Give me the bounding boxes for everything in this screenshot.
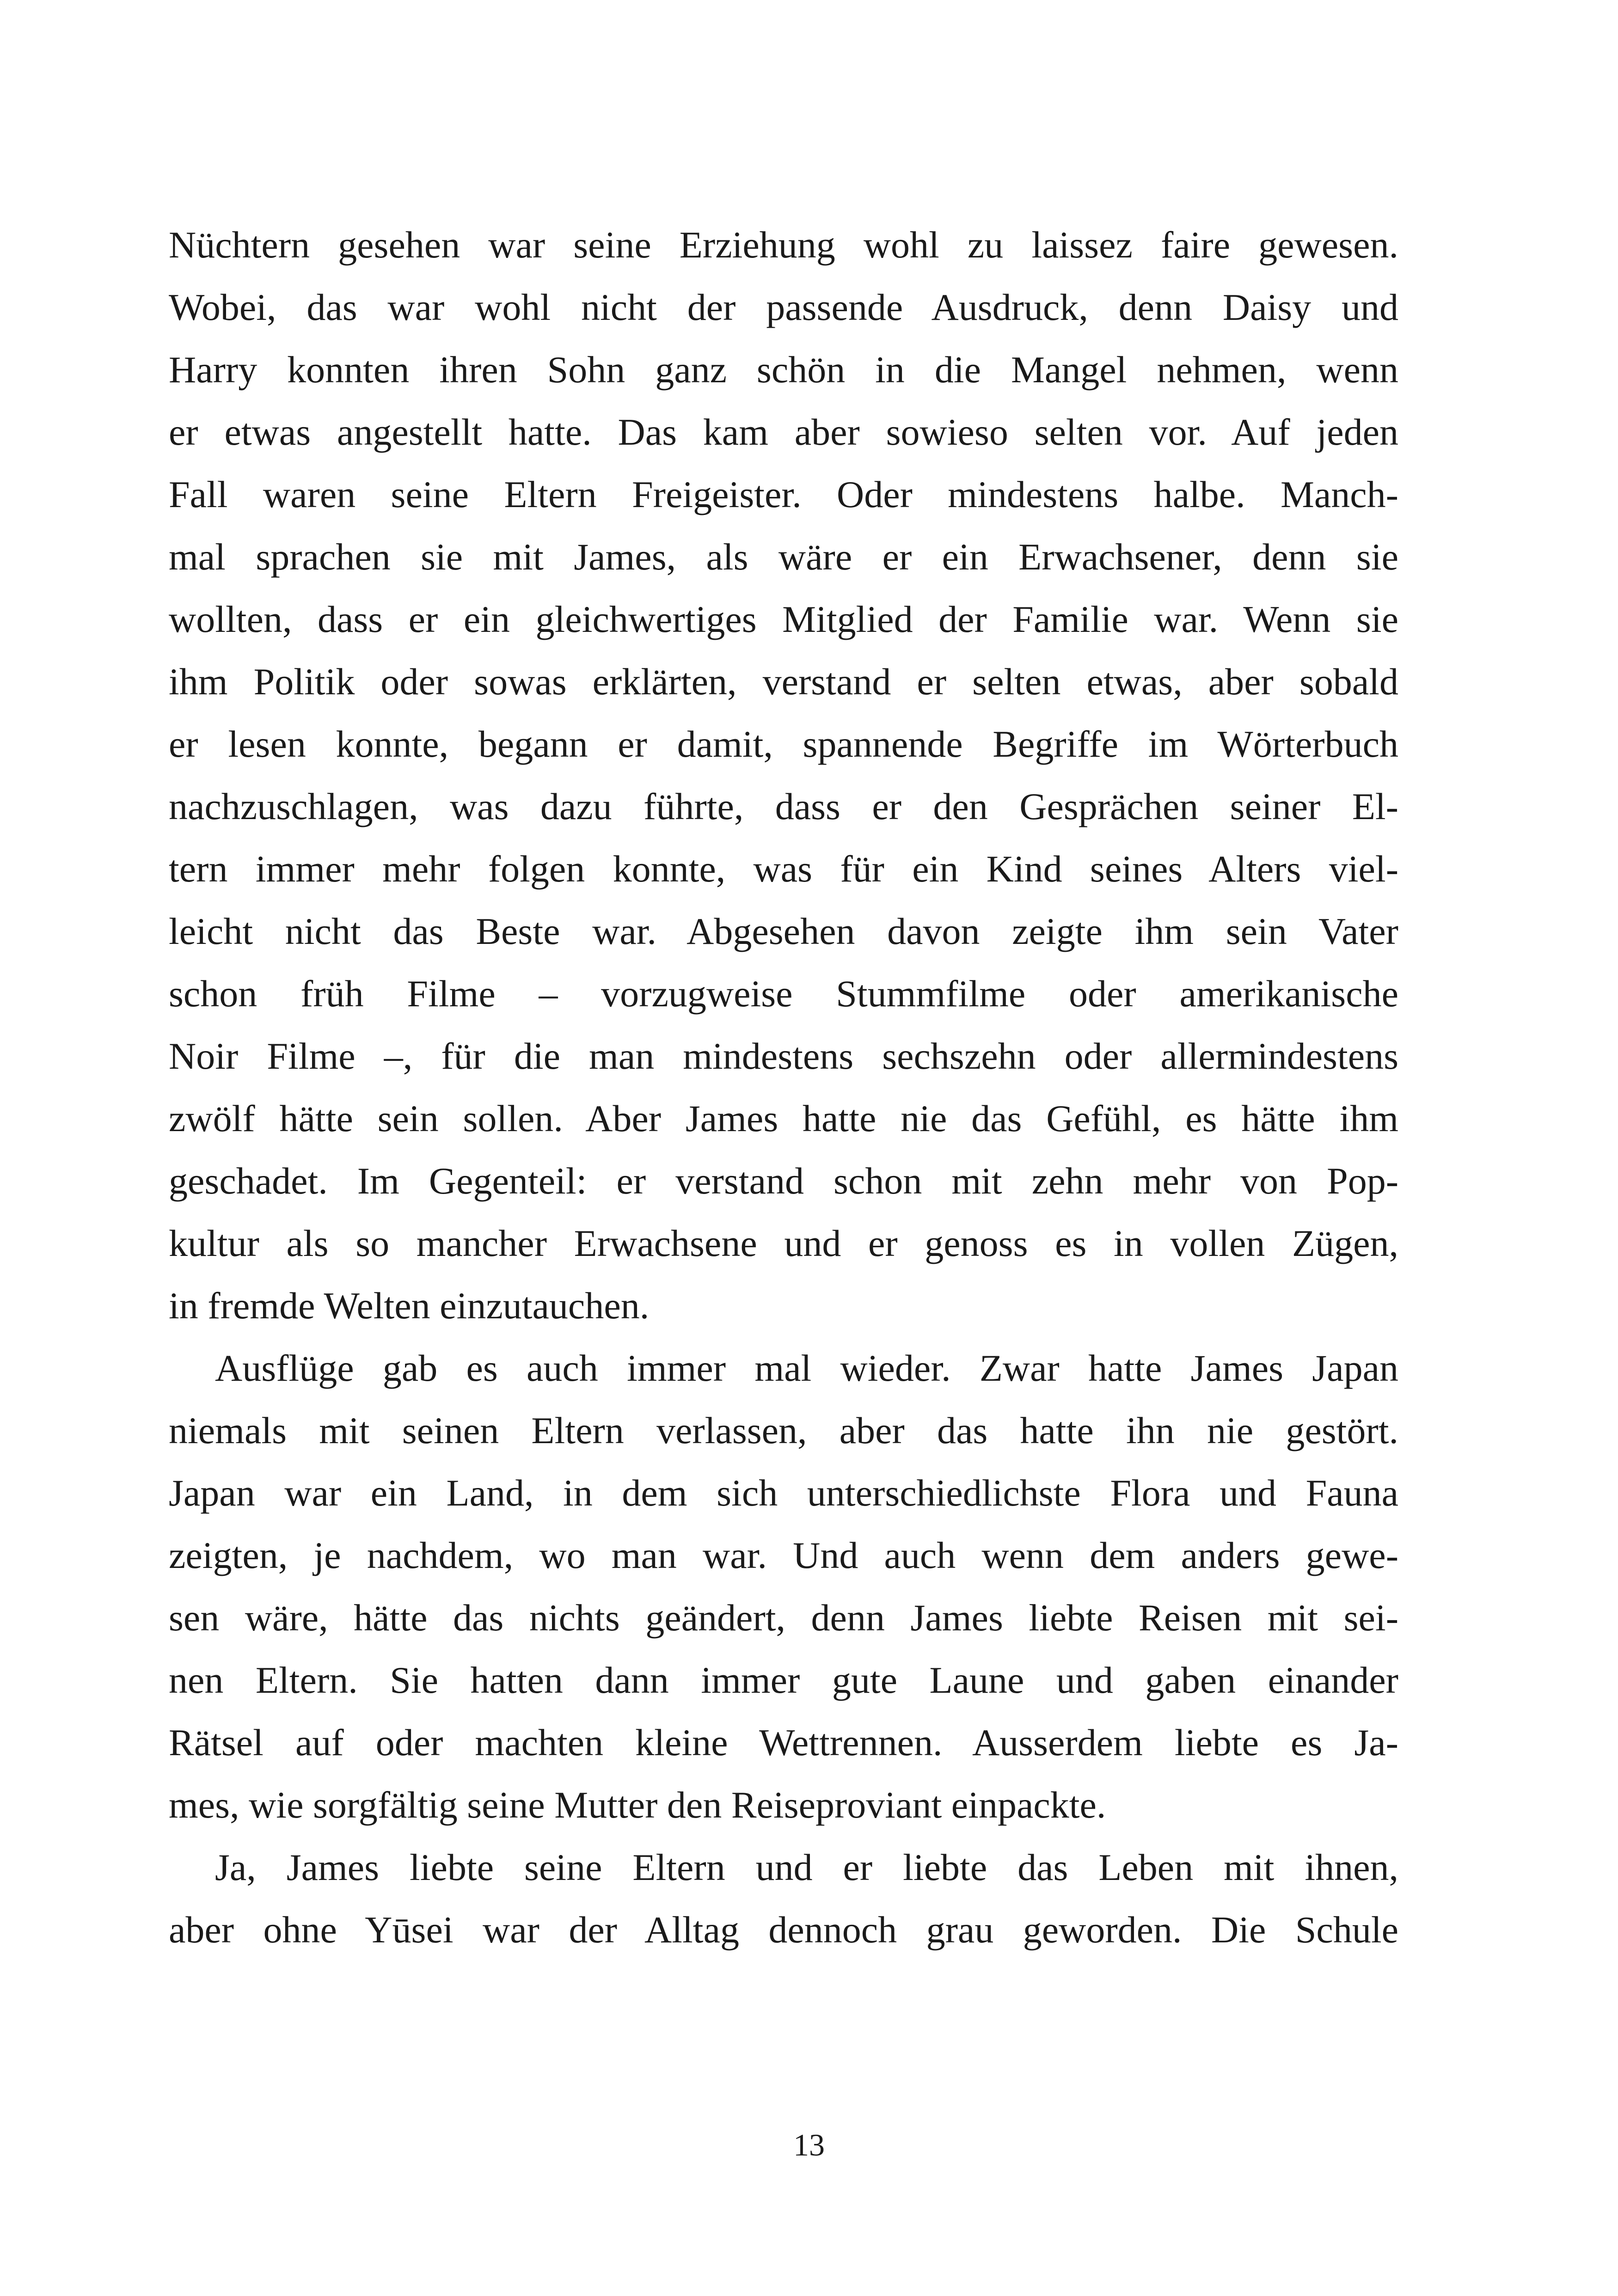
text-line: Noir Filme –, für die man mindestens sechszehn oder allermindestens	[169, 1035, 1398, 1077]
text-line: nachzuschlagen, was dazu führte, dass er den Gesprächen seiner El-	[169, 785, 1398, 827]
text-line: zwölf hätte sein sollen. Aber James hatte nie das Gefühl, es hätte ihm	[169, 1097, 1398, 1139]
text-line: Nüchtern gesehen war seine Erziehung wohl zu laissez faire gewesen.	[169, 224, 1398, 266]
text-line: in fremde Welten einzutauchen.	[169, 1285, 650, 1327]
paragraph-3	[169, 1836, 1398, 1961]
paragraph-1	[169, 214, 1398, 1337]
text-line: Ja, James liebte seine Eltern und er liebte das Leben mit ihnen,	[215, 1846, 1398, 1888]
text-line: mes, wie sorgfältig seine Mutter den Reiseproviant einpackte.	[169, 1784, 1106, 1826]
text-line: ihm Politik oder sowas erklärten, verstand er selten etwas, aber sobald	[169, 661, 1398, 703]
page-number: 13	[793, 2127, 825, 2162]
text-line: nen Eltern. Sie hatten dann immer gute Laune und gaben einander	[169, 1659, 1398, 1701]
text-line: zeigten, je nachdem, wo man war. Und auch wenn dem anders gewe-	[169, 1534, 1398, 1576]
body-text	[169, 214, 1398, 1961]
text-line: Fall waren seine Eltern Freigeister. Oder mindestens halbe. Manch-	[169, 473, 1398, 515]
text-line: Harry konnten ihren Sohn ganz schön in die Mangel nehmen, wenn	[169, 349, 1398, 391]
text-line: Wobei, das war wohl nicht der passende Ausdruck, denn Daisy und	[169, 286, 1398, 328]
text-line: niemals mit seinen Eltern verlassen, aber das hatte ihn nie gestört.	[169, 1409, 1398, 1451]
text-line: Japan war ein Land, in dem sich unterschiedlichste Flora und Fauna	[169, 1472, 1398, 1514]
text-line: kultur als so mancher Erwachsene und er genoss es in vollen Zügen,	[169, 1222, 1398, 1264]
paragraph-2	[169, 1337, 1398, 1836]
text-line: geschadet. Im Gegenteil: er verstand schon mit zehn mehr von Pop-	[169, 1160, 1398, 1202]
text-line: er etwas angestellt hatte. Das kam aber sowieso selten vor. Auf jeden	[169, 411, 1398, 453]
text-line: aber ohne Yūsei war der Alltag dennoch grau geworden. Die Schule	[169, 1909, 1398, 1951]
text-line: leicht nicht das Beste war. Abgesehen davon zeigte ihm sein Vater	[169, 910, 1398, 952]
text-line: Rätsel auf oder machten kleine Wettrennen. Ausserdem liebte es Ja-	[169, 1721, 1398, 1763]
text-line: er lesen konnte, begann er damit, spannende Begriffe im Wörterbuch	[169, 723, 1398, 765]
text-line: sen wäre, hätte das nichts geändert, denn James liebte Reisen mit sei-	[169, 1597, 1398, 1639]
text-line: mal sprachen sie mit James, als wäre er ein Erwachsener, denn sie	[169, 536, 1398, 578]
text-line: Ausflüge gab es auch immer mal wieder. Zwar hatte James Japan	[215, 1347, 1398, 1389]
text-line: tern immer mehr folgen konnte, was für ein Kind seines Alters viel-	[169, 848, 1398, 890]
text-line: wollten, dass er ein gleichwertiges Mitglied der Familie war. Wenn sie	[169, 598, 1398, 640]
text-line: schon früh Filme – vorzugweise Stummfilme oder amerikanische	[169, 973, 1398, 1015]
